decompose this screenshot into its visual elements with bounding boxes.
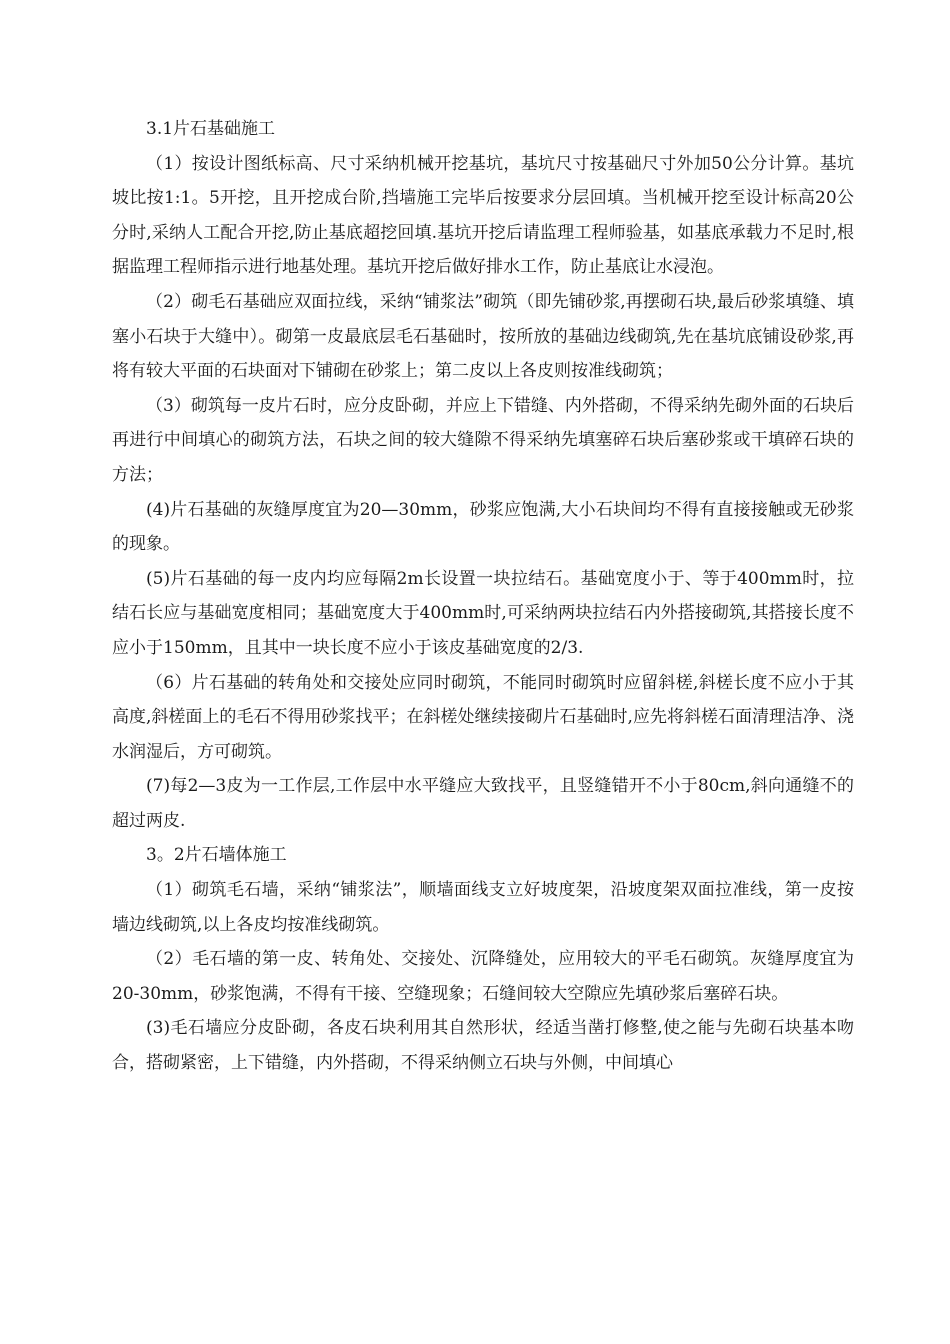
paragraph-3-1-3: （3）砌筑每一皮片石时，应分皮卧砌，并应上下错缝、内外搭砌，不得采纳先砌外面的石块后再进行中间填心的砌筑方法，石块之间的较大缝隙不得采纳先填塞碎石块后塞砂浆或干填碎石块的方法； [112, 395, 854, 485]
paragraph-3-2-1: （1）砌筑毛石墙，采纳“铺浆法”，顺墙面线支立好坡度架，沿坡度架双面拉准线，第一皮按墙边线砌筑,以上各皮均按准线砌筑。 [112, 880, 854, 935]
paragraph-3-1-4: (4)片石基础的灰缝厚度宜为20—30mm，砂浆应饱满,大小石块间均不得有直接接触或无砂浆的现象。 [112, 499, 854, 555]
section-heading-3-1: 3.1片石基础施工 [146, 119, 276, 139]
document-body [112, 112, 854, 1081]
paragraph-3-1-5: (5)片石基础的每一皮内均应每隔2m长设置一块拉结石。基础宽度小于、等于400mm时，拉结石长应与基础宽度相同；基础宽度大于400mm时,可采纳两块拉结石内外搭接砌筑,其搭接长度不应小于150mm，且其中一块长度不应小于该皮基础宽度的2/3. [112, 568, 854, 658]
paragraph-3-2-2: （2）毛石墙的第一皮、转角处、交接处、沉降缝处，应用较大的平毛石砌筑。灰缝厚度宜为20-30mm，砂浆饱满，不得有干接、空缝现象；石缝间较大空隙应先填砂浆后塞碎石块。 [112, 949, 854, 1004]
paragraph-3-1-2: （2）砌毛石基础应双面拉线，采纳“铺浆法”砌筑（即先铺砂浆,再摆砌石块,最后砂浆填缝、填塞小石块于大缝中）。砌第一皮最底层毛石基础时，按所放的基础边线砌筑,先在基坑底铺设砂浆,再将有较大平面的石块面对下铺砌在砂浆上；第二皮以上各皮则按准线砌筑； [112, 291, 854, 382]
paragraph-3-1-1: （1）按设计图纸标高、尺寸采纳机械开挖基坑，基坑尺寸按基础尺寸外加50公分计算。基坑坡比按1:1。5开挖，且开挖成台阶,挡墙施工完毕后按要求分层回填。当机械开挖至设计标高20公分时,采纳人工配合开挖,防止基底超挖回填.基坑开挖后请监理工程师验基，如基底承载力不足时,根据监理工程师指示进行地基处理。基坑开挖后做好排水工作，防止基底让水浸泡。 [112, 153, 854, 278]
paragraph-3-1-6: （6）片石基础的转角处和交接处应同时砌筑，不能同时砌筑时应留斜槎,斜槎长度不应小于其高度,斜槎面上的毛石不得用砂浆找平；在斜槎处继续接砌片石基础时,应先将斜槎石面清理洁净、浇水润湿后，方可砌筑。 [112, 672, 854, 762]
section-heading-3-2: 3。2片石墙体施工 [146, 845, 287, 866]
paragraph-3-1-7: (7)每2—3皮为一工作层,工作层中水平缝应大致找平，且竖缝错开不小于80cm,斜向通缝不的超过两皮. [112, 776, 854, 831]
paragraph-3-2-3: (3)毛石墙应分皮卧砌，各皮石块利用其自然形状，经适当凿打修整,使之能与先砌石块基本吻合，搭砌紧密，上下错缝，内外搭砌，不得采纳侧立石块与外侧，中间填心 [112, 1018, 854, 1074]
